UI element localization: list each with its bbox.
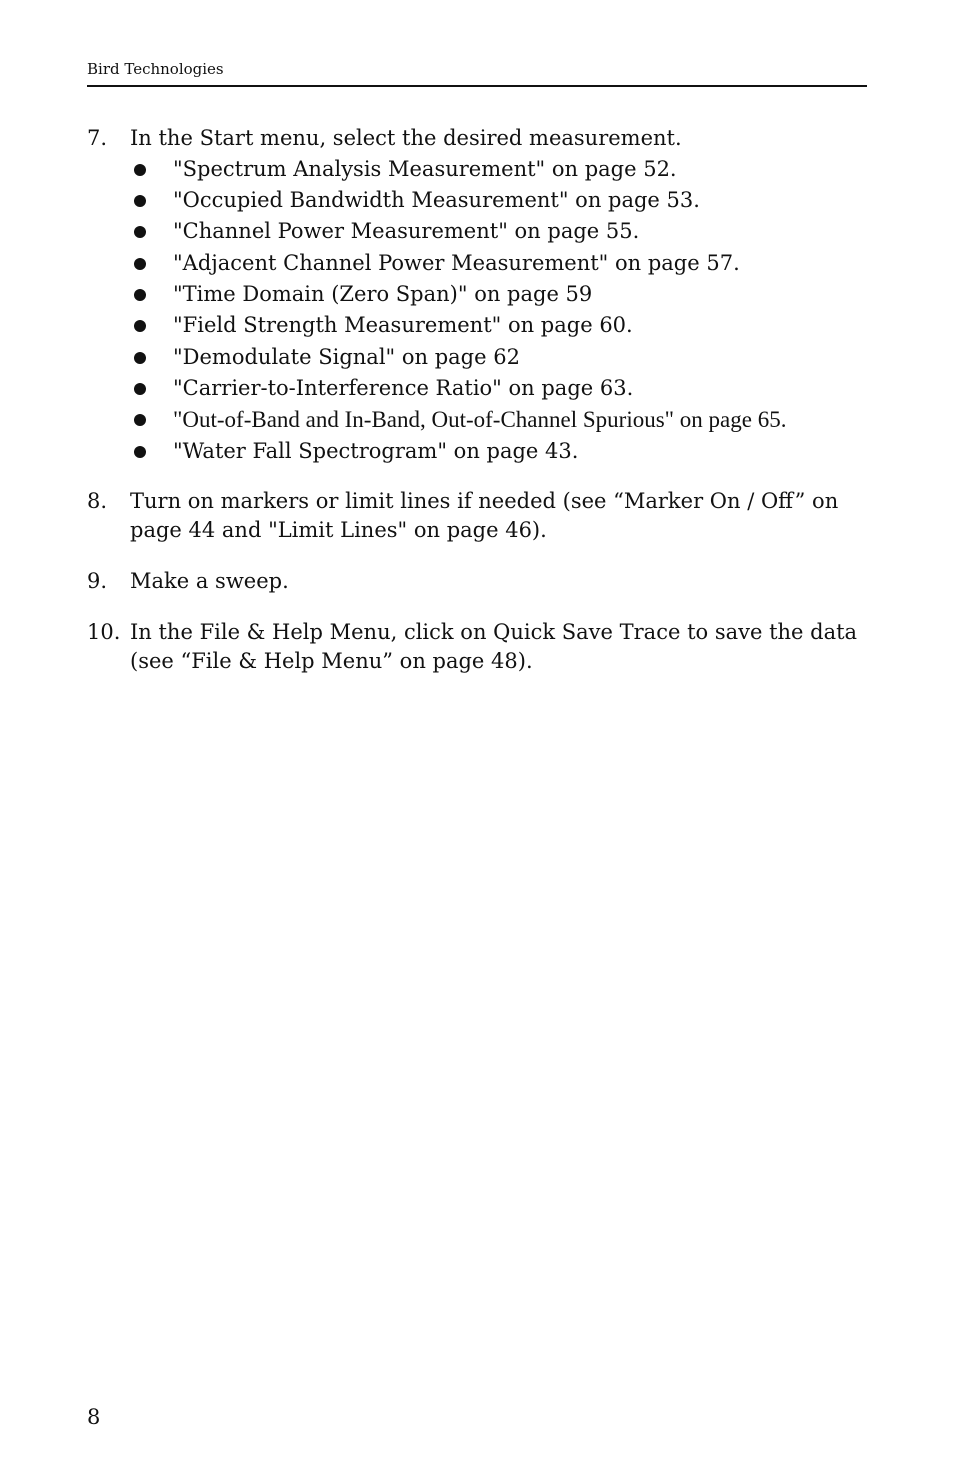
list-item xyxy=(0,373,954,404)
bullet-icon xyxy=(134,383,146,395)
list-item xyxy=(0,279,954,310)
bullet-icon xyxy=(134,352,146,364)
page-number: 8 xyxy=(87,1405,101,1429)
list-item-text: "Occupied Bandwidth Measurement" on page 53. xyxy=(173,188,700,212)
step-text: Turn on markers or limit lines if needed (see “Marker On / Off” on page 44 and "Limit Lines" on page 46). xyxy=(130,489,839,542)
list-item xyxy=(0,342,954,373)
bullet-icon xyxy=(134,446,146,458)
list-item xyxy=(0,436,954,467)
step-number: 9. xyxy=(87,569,108,593)
header-company-name: Bird Technologies xyxy=(87,60,224,78)
header-divider xyxy=(87,85,867,87)
list-item-text: "Water Fall Spectrogram" on page 43. xyxy=(173,439,579,463)
step-text: In the File & Help Menu, click on Quick Save Trace to save the data (see “File & Help Menu” on page 48). xyxy=(130,620,858,673)
list-item xyxy=(0,216,954,247)
list-item xyxy=(0,185,954,216)
list-item-text: "Channel Power Measurement" on page 55. xyxy=(173,219,640,243)
bullet-icon xyxy=(134,164,146,176)
bullet-icon xyxy=(134,320,146,332)
list-item xyxy=(0,154,954,185)
bullet-icon xyxy=(134,226,146,238)
list-item xyxy=(0,404,954,435)
list-item-text: "Spectrum Analysis Measurement" on page 52. xyxy=(173,157,677,181)
step-number: 8. xyxy=(87,489,108,513)
bullet-icon xyxy=(134,289,146,301)
list-item-text: "Demodulate Signal" on page 62 xyxy=(173,345,520,369)
step-text: Make a sweep. xyxy=(130,569,289,593)
bullet-icon xyxy=(134,258,146,270)
bullet-icon xyxy=(134,414,146,426)
step-number: 7. xyxy=(87,126,108,150)
list-item-text: "Time Domain (Zero Span)" on page 59 xyxy=(173,282,593,306)
list-item-text: "Field Strength Measurement" on page 60. xyxy=(173,313,633,337)
list-item-text: "Out-of-Band and In-Band, Out-of-Channel Spurious" on page 65. xyxy=(173,407,787,432)
list-item-text: "Carrier-to-Interference Ratio" on page 63. xyxy=(173,376,634,400)
bullet-icon xyxy=(134,195,146,207)
step-number: 10. xyxy=(87,620,121,644)
step-text: In the Start menu, select the desired measurement. xyxy=(130,126,682,150)
list-item xyxy=(0,310,954,341)
list-item-text: "Adjacent Channel Power Measurement" on page 57. xyxy=(173,251,740,275)
list-item xyxy=(0,248,954,279)
